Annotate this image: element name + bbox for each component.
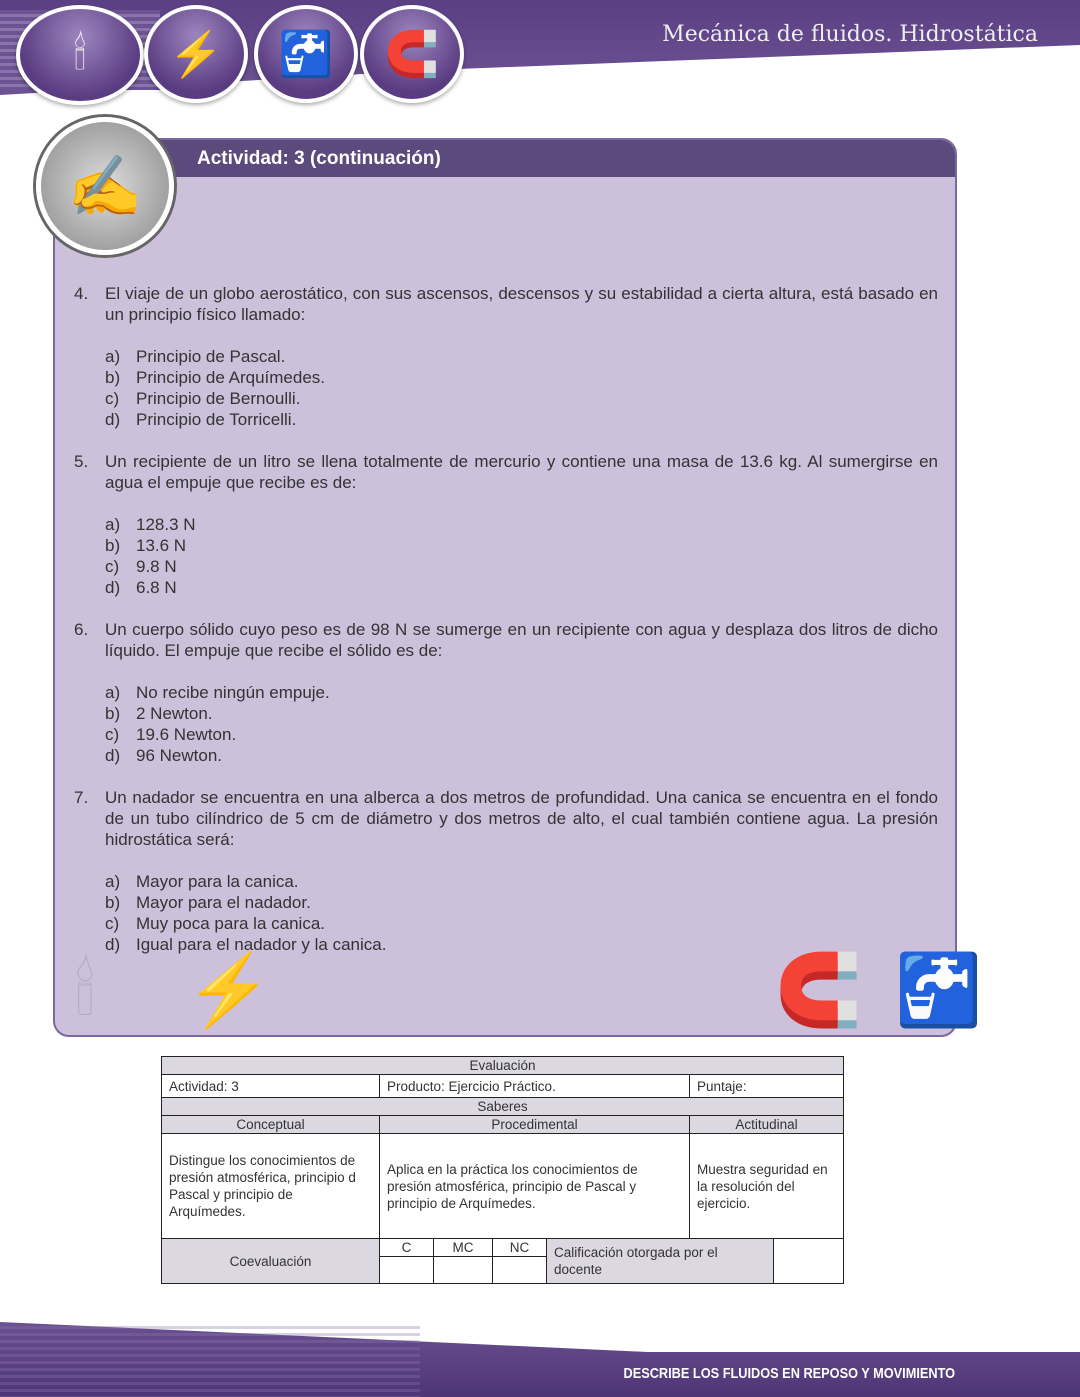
option-text: 6.8 N <box>136 578 177 597</box>
activity-header <box>55 140 955 177</box>
faucet-watermark-icon: 🚰 <box>895 951 983 1029</box>
option-text: 128.3 N <box>136 515 196 534</box>
nc-input-cell[interactable] <box>493 1257 547 1284</box>
level-c: C <box>380 1239 434 1257</box>
option-text: Principio de Arquímedes. <box>136 368 325 387</box>
magnet-watermark-icon: 🧲 <box>775 951 863 1029</box>
option-text: 13.6 N <box>136 536 187 555</box>
candle-icon: 🕯 <box>16 5 144 105</box>
option-letter: b) <box>105 704 121 723</box>
lightning-watermark-icon: ⚡ <box>185 951 273 1029</box>
option-letter: d) <box>105 410 121 429</box>
question-number: 6. <box>74 620 89 639</box>
options-list <box>105 346 938 430</box>
coevaluation-label: Coevaluación <box>162 1239 380 1284</box>
question-text: Un nadador se encuentra en una alberca a dos metros de profundidad. Una canica se encuentra en el fondo de un tubo cilíndrico de 5 cm de diámetro y dos metros de alto, el cual también contiene agua. La presión hidrostática será: <box>105 788 938 849</box>
option-item[interactable] <box>105 346 938 367</box>
option-letter: c) <box>105 557 120 576</box>
option-letter: d) <box>105 746 121 765</box>
question-text: Un recipiente de un litro se llena totalmente de mercurio y contiene una masa de 13.6 kg. Al sumergirse en agua el empuje que recibe es de: <box>105 452 938 492</box>
question-6 <box>74 619 938 661</box>
option-item[interactable] <box>105 892 938 913</box>
option-letter: c) <box>105 725 120 744</box>
options-list <box>105 871 938 955</box>
mc-input-cell[interactable] <box>434 1257 493 1284</box>
option-item[interactable] <box>105 724 938 745</box>
question-number: 7. <box>74 788 89 807</box>
footer-text: DESCRIBE LOS FLUIDOS EN REPOSO Y MOVIMIENTO <box>623 1365 955 1382</box>
option-letter: a) <box>105 872 121 891</box>
option-letter: a) <box>105 515 121 534</box>
option-text: Muy poca para la canica. <box>136 914 325 933</box>
grade-cell[interactable] <box>774 1239 844 1284</box>
option-letter: c) <box>105 914 120 933</box>
option-text: Mayor para la canica. <box>136 872 299 891</box>
procedimental-cell: Aplica en la práctica los conocimientos de presión atmosférica, principio de Pascal y principio de Arquímedes. <box>380 1134 690 1239</box>
option-item[interactable] <box>105 409 938 430</box>
footer-stripes <box>0 1322 420 1397</box>
faucet-icon: 🚰 <box>254 5 358 103</box>
questions-list <box>74 283 938 976</box>
question-4 <box>74 283 938 325</box>
option-item[interactable] <box>105 388 938 409</box>
product-cell: Producto: Ejercicio Práctico. <box>380 1075 690 1098</box>
grade-label: Calificación otorgada por el docente <box>547 1239 774 1284</box>
option-text: 96 Newton. <box>136 746 222 765</box>
option-text: No recibe ningún empuje. <box>136 683 330 702</box>
lightning-icon: ⚡ <box>144 5 248 103</box>
student-avatar: ✍ <box>36 117 174 255</box>
level-nc: NC <box>493 1239 547 1257</box>
level-mc: MC <box>434 1239 493 1257</box>
conceptual-cell: Distingue los conocimientos de presión atmosférica, principio d Pascal y principio de Arquímedes. <box>162 1134 380 1239</box>
question-5 <box>74 451 938 493</box>
option-letter: d) <box>105 935 121 954</box>
option-text: Principio de Pascal. <box>136 347 286 366</box>
option-letter: c) <box>105 389 120 408</box>
question-7 <box>74 787 938 850</box>
saberes-header: Saberes <box>162 1098 844 1116</box>
option-item[interactable] <box>105 745 938 766</box>
option-text: 19.6 Newton. <box>136 725 237 744</box>
option-item[interactable] <box>105 703 938 724</box>
question-number: 4. <box>74 284 89 303</box>
option-text: 2 Newton. <box>136 704 213 723</box>
option-letter: d) <box>105 578 121 597</box>
option-item[interactable] <box>105 913 938 934</box>
activity-title: Actividad: 3 (continuación) <box>197 148 441 169</box>
option-text: Principio de Torricelli. <box>136 410 297 429</box>
option-letter: b) <box>105 893 121 912</box>
question-text: Un cuerpo sólido cuyo peso es de 98 N se sumerge en un recipiente con agua y desplaza dos litros de dicho líquido. El empuje que recibe el sólido es de: <box>105 620 938 660</box>
header-procedimental: Procedimental <box>380 1116 690 1134</box>
evaluation-title: Evaluación <box>162 1057 844 1075</box>
options-list <box>105 514 938 598</box>
header-actitudinal: Actitudinal <box>690 1116 844 1134</box>
option-text: Igual para el nadador y la canica. <box>136 935 387 954</box>
question-text: El viaje de un globo aerostático, con sus ascensos, descensos y su estabilidad a cierta altura, está basado en un principio físico llamado: <box>105 284 938 324</box>
question-number: 5. <box>74 452 89 471</box>
option-letter: a) <box>105 683 121 702</box>
option-text: Mayor para el nadador. <box>136 893 311 912</box>
option-item[interactable] <box>105 577 938 598</box>
option-item[interactable] <box>105 871 938 892</box>
option-letter: a) <box>105 347 121 366</box>
option-item[interactable] <box>105 682 938 703</box>
candle-watermark-icon: 🕯 <box>75 951 95 1029</box>
option-letter: b) <box>105 536 121 555</box>
option-item[interactable] <box>105 556 938 577</box>
options-list <box>105 682 938 766</box>
evaluation-table <box>161 1056 844 1284</box>
actitudinal-cell: Muestra seguridad en la resolución del ejercicio. <box>690 1134 844 1239</box>
option-item[interactable] <box>105 934 938 955</box>
activity-cell: Actividad: 3 <box>162 1075 380 1098</box>
magnet-icon: 🧲 <box>360 5 464 103</box>
option-text: 9.8 N <box>136 557 177 576</box>
option-text: Principio de Bernoulli. <box>136 389 301 408</box>
option-item[interactable] <box>105 535 938 556</box>
header-conceptual: Conceptual <box>162 1116 380 1134</box>
page-title: Mecánica de fluidos. Hidrostática <box>662 22 1038 47</box>
option-item[interactable] <box>105 514 938 535</box>
c-input-cell[interactable] <box>380 1257 434 1284</box>
option-letter: b) <box>105 368 121 387</box>
score-cell[interactable]: Puntaje: <box>690 1075 844 1098</box>
option-item[interactable] <box>105 367 938 388</box>
